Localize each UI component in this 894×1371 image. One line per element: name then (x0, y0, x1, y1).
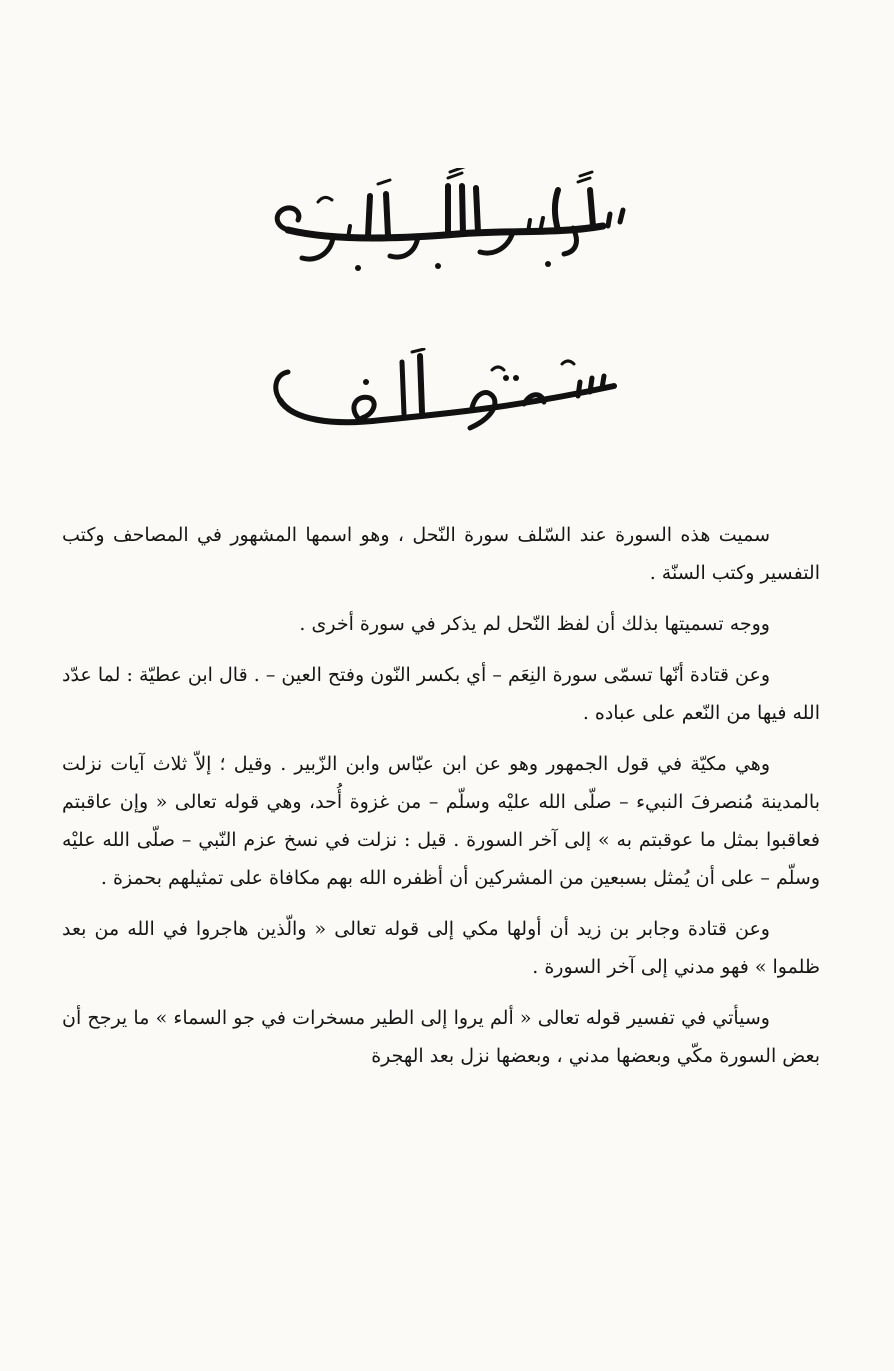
surah-title-ornament-icon (276, 349, 614, 428)
paragraph-naming: سميت هذه السورة عند السّلف سورة النّحل ، وهو اسمها المشهور في المصاحف وكتب التفسير وكتب السنّة . (62, 524, 820, 584)
surah-title-calligraphy (262, 348, 630, 440)
paragraph-qatada-name: وعن قتادة أنّها تسمّى سورة النِعَم – أي بكسر النّون وفتح العين – . قال ابن عطيّة : لما عدّد الله فيها من النّعم على عباده . (62, 664, 820, 724)
paragraph-tafsir-note: وسيأتي في تفسير قوله تعالى « ألم يروا إلى الطير مسخرات في جو السماء » ما يرجح أن بعض السورة مكّي وبعضها مدني ، وبعضها نزل بعد الهجرة (62, 1007, 820, 1067)
basmala-ornament-icon (277, 168, 623, 271)
basmala-calligraphy (258, 168, 638, 280)
body-text (62, 516, 820, 1075)
paragraph-reason: ووجه تسميتها بذلك أن لفظ النّحل لم يذكر في سورة أخرى . (299, 613, 770, 635)
paragraph-makki: وهي مكيّة في قول الجمهور وهو عن ابن عبّاس وابن الزّبير . وقيل ؛ إلاّ ثلاث آيات نزلت بالمدينة مُنصرفَ النبيء – صلّى الله عليْه وسلّم – من غزوة أُحد، وهي قوله تعالى « وإن عاقبتم فعاقبوا بمثل ما عوقبتم به » إلى آخر السورة . قيل : نزلت في نسخ عزم النّبي – صلّى الله عليْه وسلّم – على أن يُمثل بسبعين من المشركين أن أظفره الله بهم مكافاة على تمثيلهم بحمزة . (62, 753, 820, 889)
paragraph-qatada-jabir: وعن قتادة وجابر بن زيد أن أولها مكي إلى قوله تعالى « والّذين هاجروا في الله من بعد ظلموا » فهو مدني إلى آخر السورة . (62, 918, 820, 978)
